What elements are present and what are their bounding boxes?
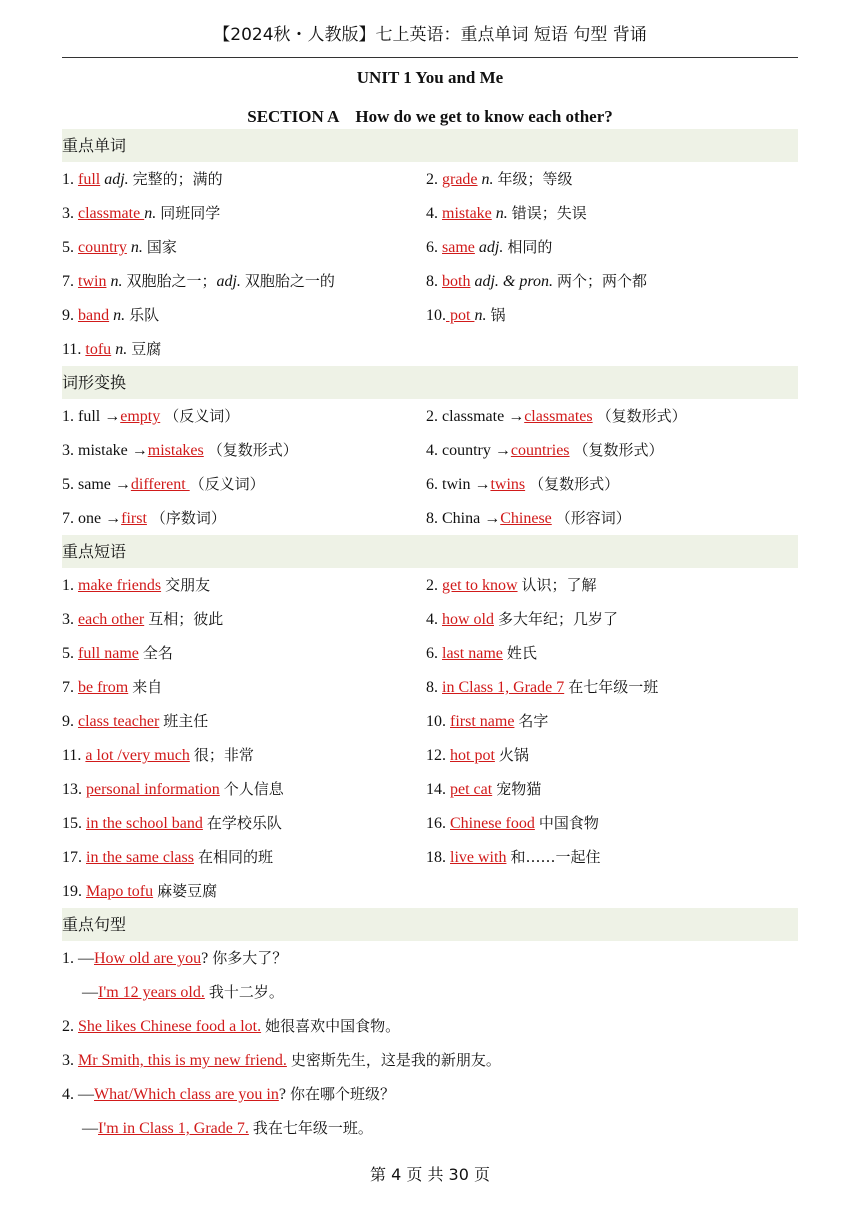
meaning: 来自 <box>132 678 163 696</box>
phrase-item <box>62 670 426 704</box>
header-divider <box>62 57 798 58</box>
meaning: 互相；彼此 <box>148 610 224 628</box>
meaning: 全名 <box>142 644 173 662</box>
meaning: 班主任 <box>163 712 209 730</box>
answer-phrase: first name <box>450 713 515 730</box>
phrase-item <box>62 704 426 738</box>
part-of-speech: adj. <box>478 239 504 256</box>
answer-phrase: in the same class <box>86 849 194 866</box>
answer-sentence: Mr Smith, this is my new friend. <box>78 1052 287 1069</box>
phrases-row <box>62 840 798 874</box>
meaning: 锅 <box>490 306 506 324</box>
vocab-row <box>62 264 798 298</box>
item-number: 6. <box>426 239 438 256</box>
meaning: 姓氏 <box>506 644 537 662</box>
dialogue-dash: — <box>82 1120 98 1137</box>
meaning: 年级；等级 <box>497 170 573 188</box>
vocab-row <box>62 332 798 366</box>
meaning: 交朋友 <box>165 576 211 594</box>
worksheet-content <box>62 129 798 1145</box>
part-of-speech: n. <box>113 307 126 324</box>
form-item <box>62 399 426 433</box>
form-note: （反义词） <box>164 407 240 425</box>
meaning: 国家 <box>146 238 177 256</box>
item-number: 4. <box>426 205 438 222</box>
base-word: same → <box>78 476 131 493</box>
phrase-item <box>426 772 798 806</box>
base-word: country → <box>442 442 511 459</box>
item-number: 3. <box>62 442 74 459</box>
answer-phrase: in Class 1, Grade 7 <box>442 679 565 696</box>
meaning: 豆腐 <box>131 340 162 358</box>
vocab-item <box>62 230 426 264</box>
meaning: 火锅 <box>498 746 529 764</box>
sentence-item <box>62 941 798 975</box>
answer-word: grade <box>442 171 478 188</box>
sentence-item <box>62 1043 798 1077</box>
answer-phrase: last name <box>442 645 503 662</box>
meaning: 在七年级一班 <box>568 678 659 696</box>
answer-question: How old are you <box>94 950 202 967</box>
page-footer: 第 4 页 共 30 页 <box>370 1165 490 1184</box>
phrase-item <box>426 568 798 602</box>
vocab-item <box>426 264 798 298</box>
meaning: 同班同学 <box>160 204 221 222</box>
translation: 史密斯先生，这是我的新朋友。 <box>290 1051 501 1069</box>
vocab-item <box>426 196 798 230</box>
answer-phrase: get to know <box>442 577 518 594</box>
meaning: 双胞胎之一； <box>126 272 217 290</box>
meaning: 名字 <box>518 712 549 730</box>
phrase-item <box>426 670 798 704</box>
item-number: 2. <box>426 171 438 188</box>
translation: 我在七年级一班。 <box>252 1119 373 1137</box>
part-of-speech: n. <box>481 171 494 188</box>
translation: 她很喜欢中国食物。 <box>265 1017 401 1035</box>
form-note: （复数形式） <box>207 441 298 459</box>
form-note: （复数形式） <box>529 475 620 493</box>
phrase-item <box>62 602 426 636</box>
forms-row <box>62 467 798 501</box>
phrases-row <box>62 806 798 840</box>
answer-phrase: hot pot <box>450 747 495 764</box>
answer-word: country <box>78 239 127 256</box>
answer-word: classmates <box>524 408 593 425</box>
answer-word: empty <box>120 408 161 425</box>
meaning: 乐队 <box>129 306 160 324</box>
answer-word: first <box>121 510 147 527</box>
meaning: 很；非常 <box>193 746 254 764</box>
item-number: 3. <box>62 1052 74 1069</box>
dialogue-dash: — <box>78 1086 94 1103</box>
answer-word: different <box>130 476 190 493</box>
item-number: 17. <box>62 849 82 866</box>
meaning: 麻婆豆腐 <box>157 882 218 900</box>
answer-sentence: She likes Chinese food a lot. <box>78 1018 262 1035</box>
phrase-item <box>62 840 426 874</box>
forms-row <box>62 399 798 433</box>
item-number: 2. <box>426 408 438 425</box>
answer-phrase: pet cat <box>450 781 493 798</box>
question-mark: ? <box>201 950 209 967</box>
answer-reply: I'm 12 years old. <box>98 984 205 1001</box>
item-number: 3. <box>62 611 74 628</box>
item-number: 9. <box>62 713 74 730</box>
meaning: 认识；了解 <box>521 576 597 594</box>
vocab-row <box>62 230 798 264</box>
answer-phrase: class teacher <box>78 713 160 730</box>
answer-word: classmate <box>78 205 145 222</box>
base-word: full → <box>78 408 121 425</box>
sentence-item <box>62 975 798 1009</box>
question-mark: ? <box>278 1086 286 1103</box>
vocab-item <box>426 230 798 264</box>
meaning: 双胞胎之一的 <box>244 272 335 290</box>
phrase-item <box>62 806 426 840</box>
vocab-item <box>62 298 426 332</box>
phrases-row <box>62 704 798 738</box>
forms-heading: 词形变换 <box>62 366 798 399</box>
part-of-speech: n. <box>144 205 157 222</box>
vocab-item <box>426 162 798 196</box>
form-item <box>62 467 426 501</box>
part-of-speech: adj. <box>216 273 241 290</box>
vocab-item <box>426 298 798 332</box>
item-number: 1. <box>62 408 74 425</box>
meaning: 错误；失误 <box>511 204 587 222</box>
answer-word: Chinese <box>500 510 552 527</box>
meaning: 宠物猫 <box>496 780 542 798</box>
phrase-item <box>62 568 426 602</box>
phrase-item <box>62 738 426 772</box>
part-of-speech: n. <box>474 307 487 324</box>
answer-phrase: in the school band <box>86 815 203 832</box>
item-number: 11. <box>62 747 82 764</box>
translation: 你在哪个班级？ <box>289 1085 395 1103</box>
answer-phrase: full name <box>78 645 139 662</box>
item-number: 5. <box>62 645 74 662</box>
phrases-row <box>62 772 798 806</box>
answer-reply: I'm in Class 1, Grade 7. <box>98 1120 249 1137</box>
vocab-item <box>62 264 426 298</box>
base-word: twin → <box>442 476 491 493</box>
phrase-item <box>426 636 798 670</box>
answer-phrase: be from <box>78 679 129 696</box>
phrases-row <box>62 738 798 772</box>
form-item <box>426 399 798 433</box>
answer-word: twins <box>490 476 526 493</box>
answer-word: same <box>442 239 475 256</box>
part-of-speech: n. <box>130 239 143 256</box>
meaning: 相同的 <box>507 238 553 256</box>
meaning: 和……一起住 <box>510 848 601 866</box>
item-number: 1. <box>62 577 74 594</box>
item-number: 8. <box>426 510 438 527</box>
forms-row <box>62 433 798 467</box>
sentences-heading: 重点句型 <box>62 908 798 941</box>
item-number: 7. <box>62 510 74 527</box>
answer-phrase: make friends <box>78 577 162 594</box>
item-number: 10. <box>426 307 446 324</box>
item-number: 6. <box>426 476 438 493</box>
meaning: 两个；两个都 <box>556 272 647 290</box>
form-item <box>62 433 426 467</box>
base-word: mistake → <box>78 442 148 459</box>
answer-phrase: personal information <box>86 781 220 798</box>
item-number: 7. <box>62 273 74 290</box>
answer-word: countries <box>510 442 570 459</box>
answer-word: band <box>78 307 110 324</box>
form-note: （形容词） <box>555 509 631 527</box>
vocab-item <box>62 332 426 366</box>
page-header: 【2024秋・人教版】七上英语：重点单词 短语 句型 背诵 <box>213 25 647 45</box>
answer-phrase: a lot /very much <box>85 747 190 764</box>
phrase-item <box>426 704 798 738</box>
vocab-item <box>62 162 426 196</box>
item-number: 1. <box>62 171 74 188</box>
phrases-row <box>62 670 798 704</box>
item-number: 12. <box>426 747 446 764</box>
item-number: 8. <box>426 273 438 290</box>
answer-phrase: how old <box>442 611 494 628</box>
forms-row <box>62 501 798 535</box>
phrases-row <box>62 568 798 602</box>
base-word: classmate → <box>442 408 525 425</box>
form-item <box>426 501 798 535</box>
item-number: 13. <box>62 781 82 798</box>
vocab-heading: 重点单词 <box>62 129 798 162</box>
phrase-item <box>62 772 426 806</box>
section-title: SECTION A How do we get to know each other? <box>247 107 613 126</box>
sentence-item <box>62 1009 798 1043</box>
form-item <box>62 501 426 535</box>
vocab-row <box>62 196 798 230</box>
item-number: 4. <box>62 1086 74 1103</box>
phrase-item <box>426 602 798 636</box>
translation: 你多大了？ <box>212 949 288 967</box>
meaning: 多大年纪；几岁了 <box>498 610 619 628</box>
phrase-item <box>426 806 798 840</box>
vocab-row <box>62 298 798 332</box>
form-note: （反义词） <box>189 475 265 493</box>
item-number: 2. <box>426 577 438 594</box>
item-number: 11. <box>62 341 82 358</box>
answer-phrase: live with <box>450 849 507 866</box>
answer-word: twin <box>78 273 107 290</box>
dialogue-dash: — <box>78 950 94 967</box>
phrases-row <box>62 874 798 908</box>
item-number: 5. <box>62 476 74 493</box>
meaning: 中国食物 <box>538 814 599 832</box>
item-number: 3. <box>62 205 74 222</box>
answer-word: mistake <box>442 205 492 222</box>
phrase-item <box>426 738 798 772</box>
item-number: 14. <box>426 781 446 798</box>
item-number: 18. <box>426 849 446 866</box>
phrase-item <box>62 636 426 670</box>
form-note: （序数词） <box>150 509 226 527</box>
vocab-row <box>62 162 798 196</box>
part-of-speech: n. <box>495 205 508 222</box>
form-item <box>426 467 798 501</box>
dialogue-dash: — <box>82 984 98 1001</box>
form-item <box>426 433 798 467</box>
phrases-row <box>62 636 798 670</box>
item-number: 8. <box>426 679 438 696</box>
base-word: China → <box>442 510 501 527</box>
form-note: （复数形式） <box>596 407 687 425</box>
phrases-heading: 重点短语 <box>62 535 798 568</box>
part-of-speech: adj. & pron. <box>474 273 553 290</box>
unit-title: UNIT 1 You and Me <box>356 68 504 87</box>
item-number: 9. <box>62 307 74 324</box>
answer-phrase: Mapo tofu <box>86 883 154 900</box>
phrase-item <box>426 840 798 874</box>
phrases-row <box>62 602 798 636</box>
answer-phrase: Chinese food <box>450 815 535 832</box>
item-number: 4. <box>426 442 438 459</box>
answer-word: both <box>442 273 471 290</box>
item-number: 4. <box>426 611 438 628</box>
item-number: 5. <box>62 239 74 256</box>
item-number: 10. <box>426 713 446 730</box>
base-word: one → <box>78 510 122 527</box>
item-number: 16. <box>426 815 446 832</box>
part-of-speech: n. <box>110 273 123 290</box>
answer-phrase: each other <box>78 611 145 628</box>
meaning: 在学校乐队 <box>206 814 282 832</box>
item-number: 2. <box>62 1018 74 1035</box>
vocab-item <box>62 196 426 230</box>
phrase-item <box>62 874 426 908</box>
answer-word: mistakes <box>147 442 204 459</box>
answer-word: full <box>78 171 101 188</box>
sentence-item <box>62 1111 798 1145</box>
meaning: 在相同的班 <box>197 848 273 866</box>
part-of-speech: n. <box>115 341 128 358</box>
item-number: 1. <box>62 950 74 967</box>
item-number: 15. <box>62 815 82 832</box>
answer-word: pot <box>446 307 475 324</box>
meaning: 个人信息 <box>223 780 284 798</box>
answer-word: tofu <box>85 341 112 358</box>
sentence-item <box>62 1077 798 1111</box>
answer-question: What/Which class are you in <box>94 1086 279 1103</box>
meaning: 完整的；满的 <box>132 170 223 188</box>
form-note: （复数形式） <box>573 441 664 459</box>
part-of-speech: adj. <box>104 171 129 188</box>
item-number: 6. <box>426 645 438 662</box>
translation: 我十二岁。 <box>208 983 284 1001</box>
item-number: 19. <box>62 883 82 900</box>
item-number: 7. <box>62 679 74 696</box>
